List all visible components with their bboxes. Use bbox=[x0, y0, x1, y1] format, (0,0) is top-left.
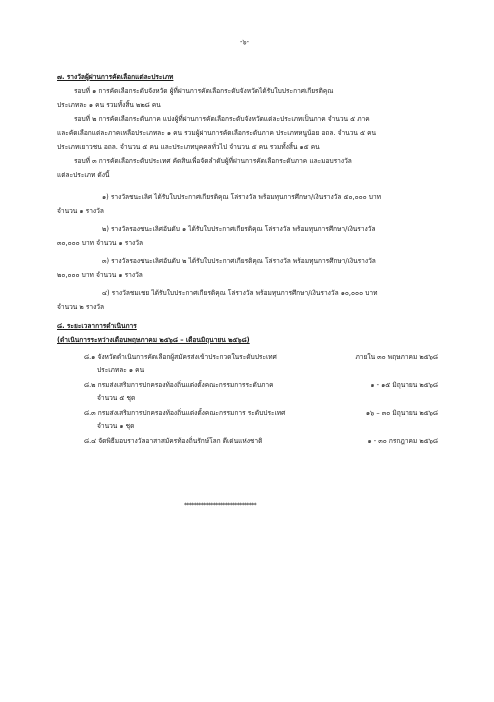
award-1-line1: ๑) รางวัลชนะเลิศ ได้รับใบประกาศเกียรติคุณ โล่รางวัล พร้อมทุนการศึกษา/เงินรางวัล ๕๐,๐๐๐ บาท bbox=[102, 193, 382, 201]
round3-line1: รอบที่ ๓ การคัดเลือกระดับประเทศ คัดสินเพื่อจัดลำดับผู้ที่ผ่านการคัดเลือกระดับภาค และมอบรางวัล bbox=[74, 157, 352, 165]
section-8-subheading: (ดำเนินการระหว่างเดือนพฤษภาคม ๒๕๖๘ – เดือนมิถุนายน ๒๕๖๘) bbox=[57, 336, 250, 344]
round3-line2: แต่ละประเภท ดังนี้ bbox=[57, 171, 110, 179]
item-8-2-line1: ๘.๒ กรมส่งเสริมการปกครองท้องถิ่นแต่งตั้งคณะกรรมการระดับภาค bbox=[84, 381, 274, 389]
round1-line2: ประเภทละ ๑ คน รวมทั้งสิ้น ๒๒๘ คน bbox=[57, 101, 161, 109]
item-8-2-line2: จำนวน ๕ ชุด bbox=[97, 394, 136, 402]
award-3-line2: ๒๐,๐๐๐ บาท จำนวน ๑ รางวัล bbox=[57, 271, 143, 279]
section-7-heading: ๗. รางวัลผู้ผ่านการคัดเลือกแต่ละประเภท bbox=[57, 73, 174, 81]
item-8-4-date: ๑ - ๓๐ กรกฎาคม ๒๕๖๘ bbox=[367, 437, 438, 445]
item-8-1-line1: ๘.๑ จังหวัดดำเนินการคัดเลือกผู้สมัครส่งเข้าประกวดในระดับประเทศ bbox=[84, 353, 277, 361]
round2-line1: รอบที่ ๒ การคัดเลือกระดับภาค แบ่งผู้ที่ผ่านการคัดเลือกระดับจังหวัดแต่ละประเภทเป็นภาค จำนวน ๕ ภาค bbox=[74, 115, 370, 123]
round2-line3: ประเภทเยาวชน อถล. จำนวน ๕ คน และประเภทบุคคลทั่วไป จำนวน ๕ คน รวมทั้งสิ้น ๑๕ คน bbox=[57, 143, 320, 151]
round1-line1: รอบที่ ๑ การคัดเลือกระดับจังหวัด ผู้ที่ผ่านการคัดเลือกระดับจังหวัดได้รับใบประกาศเกียรติคุณ bbox=[74, 87, 334, 95]
item-8-3-line2: จำนวน ๑ ชุด bbox=[97, 422, 135, 430]
item-8-3-date: ๑๖ – ๓๐ มิถุนายน ๒๕๖๘ bbox=[365, 409, 438, 417]
item-8-2-date: ๑ - ๑๕ มิถุนายน ๒๕๖๘ bbox=[370, 381, 438, 389]
footer-asterisk-rule: ****************************** bbox=[184, 502, 257, 509]
award-2-line2: ๓๐,๐๐๐ บาท จำนวน ๑ รางวัล bbox=[57, 239, 143, 247]
item-8-1-line2: ประเภทละ ๑ คน bbox=[97, 366, 145, 374]
item-8-4-line1: ๘.๔ จัดพิธีมอบรางวัลอาสาสมัครท้องถิ่นรักษ์โลก ดีเด่นแห่งชาติ bbox=[84, 437, 263, 445]
page-number: -๖- bbox=[240, 38, 249, 46]
item-8-3-line1: ๘.๓ กรมส่งเสริมการปกครองท้องถิ่นแต่งตั้งคณะกรรมการ ระดับประเทศ bbox=[84, 409, 286, 417]
award-1-line2: จำนวน ๑ รางวัล bbox=[57, 207, 104, 215]
item-8-1-date: ภายใน ๓๐ พฤษภาคม ๒๕๖๘ bbox=[355, 353, 438, 361]
round2-line2: และคัดเลือกแต่ละภาคเหลือประเภทละ ๑ คน รวมผู้ผ่านการคัดเลือกระดับภาค ประเภทหนูน้อย อถล. จำนวน ๕ คน bbox=[57, 129, 377, 137]
award-3-line1: ๓) รางวัลรองชนะเลิศอันดับ ๒ ได้รับใบประกาศเกียรติคุณ โล่รางวัล พร้อมทุนการศึกษา/เงินรางวัล bbox=[102, 257, 376, 265]
award-2-line1: ๒) รางวัลรองชนะเลิศอันดับ ๑ ได้รับใบประกาศเกียรติคุณ โล่รางวัล พร้อมทุนการศึกษา/เงินรางวัล bbox=[102, 225, 376, 233]
section-8-heading: ๘. ระยะเวลาการดำเนินการ bbox=[57, 322, 137, 330]
award-4-line1: ๔) รางวัลชมเชย ได้รับใบประกาศเกียรติคุณ โล่รางวัล พร้อมทุนการศึกษา/เงินรางวัล ๑๐,๐๐๐ บาท bbox=[102, 289, 378, 297]
award-4-line2: จำนวน ๒ รางวัล bbox=[57, 303, 105, 311]
